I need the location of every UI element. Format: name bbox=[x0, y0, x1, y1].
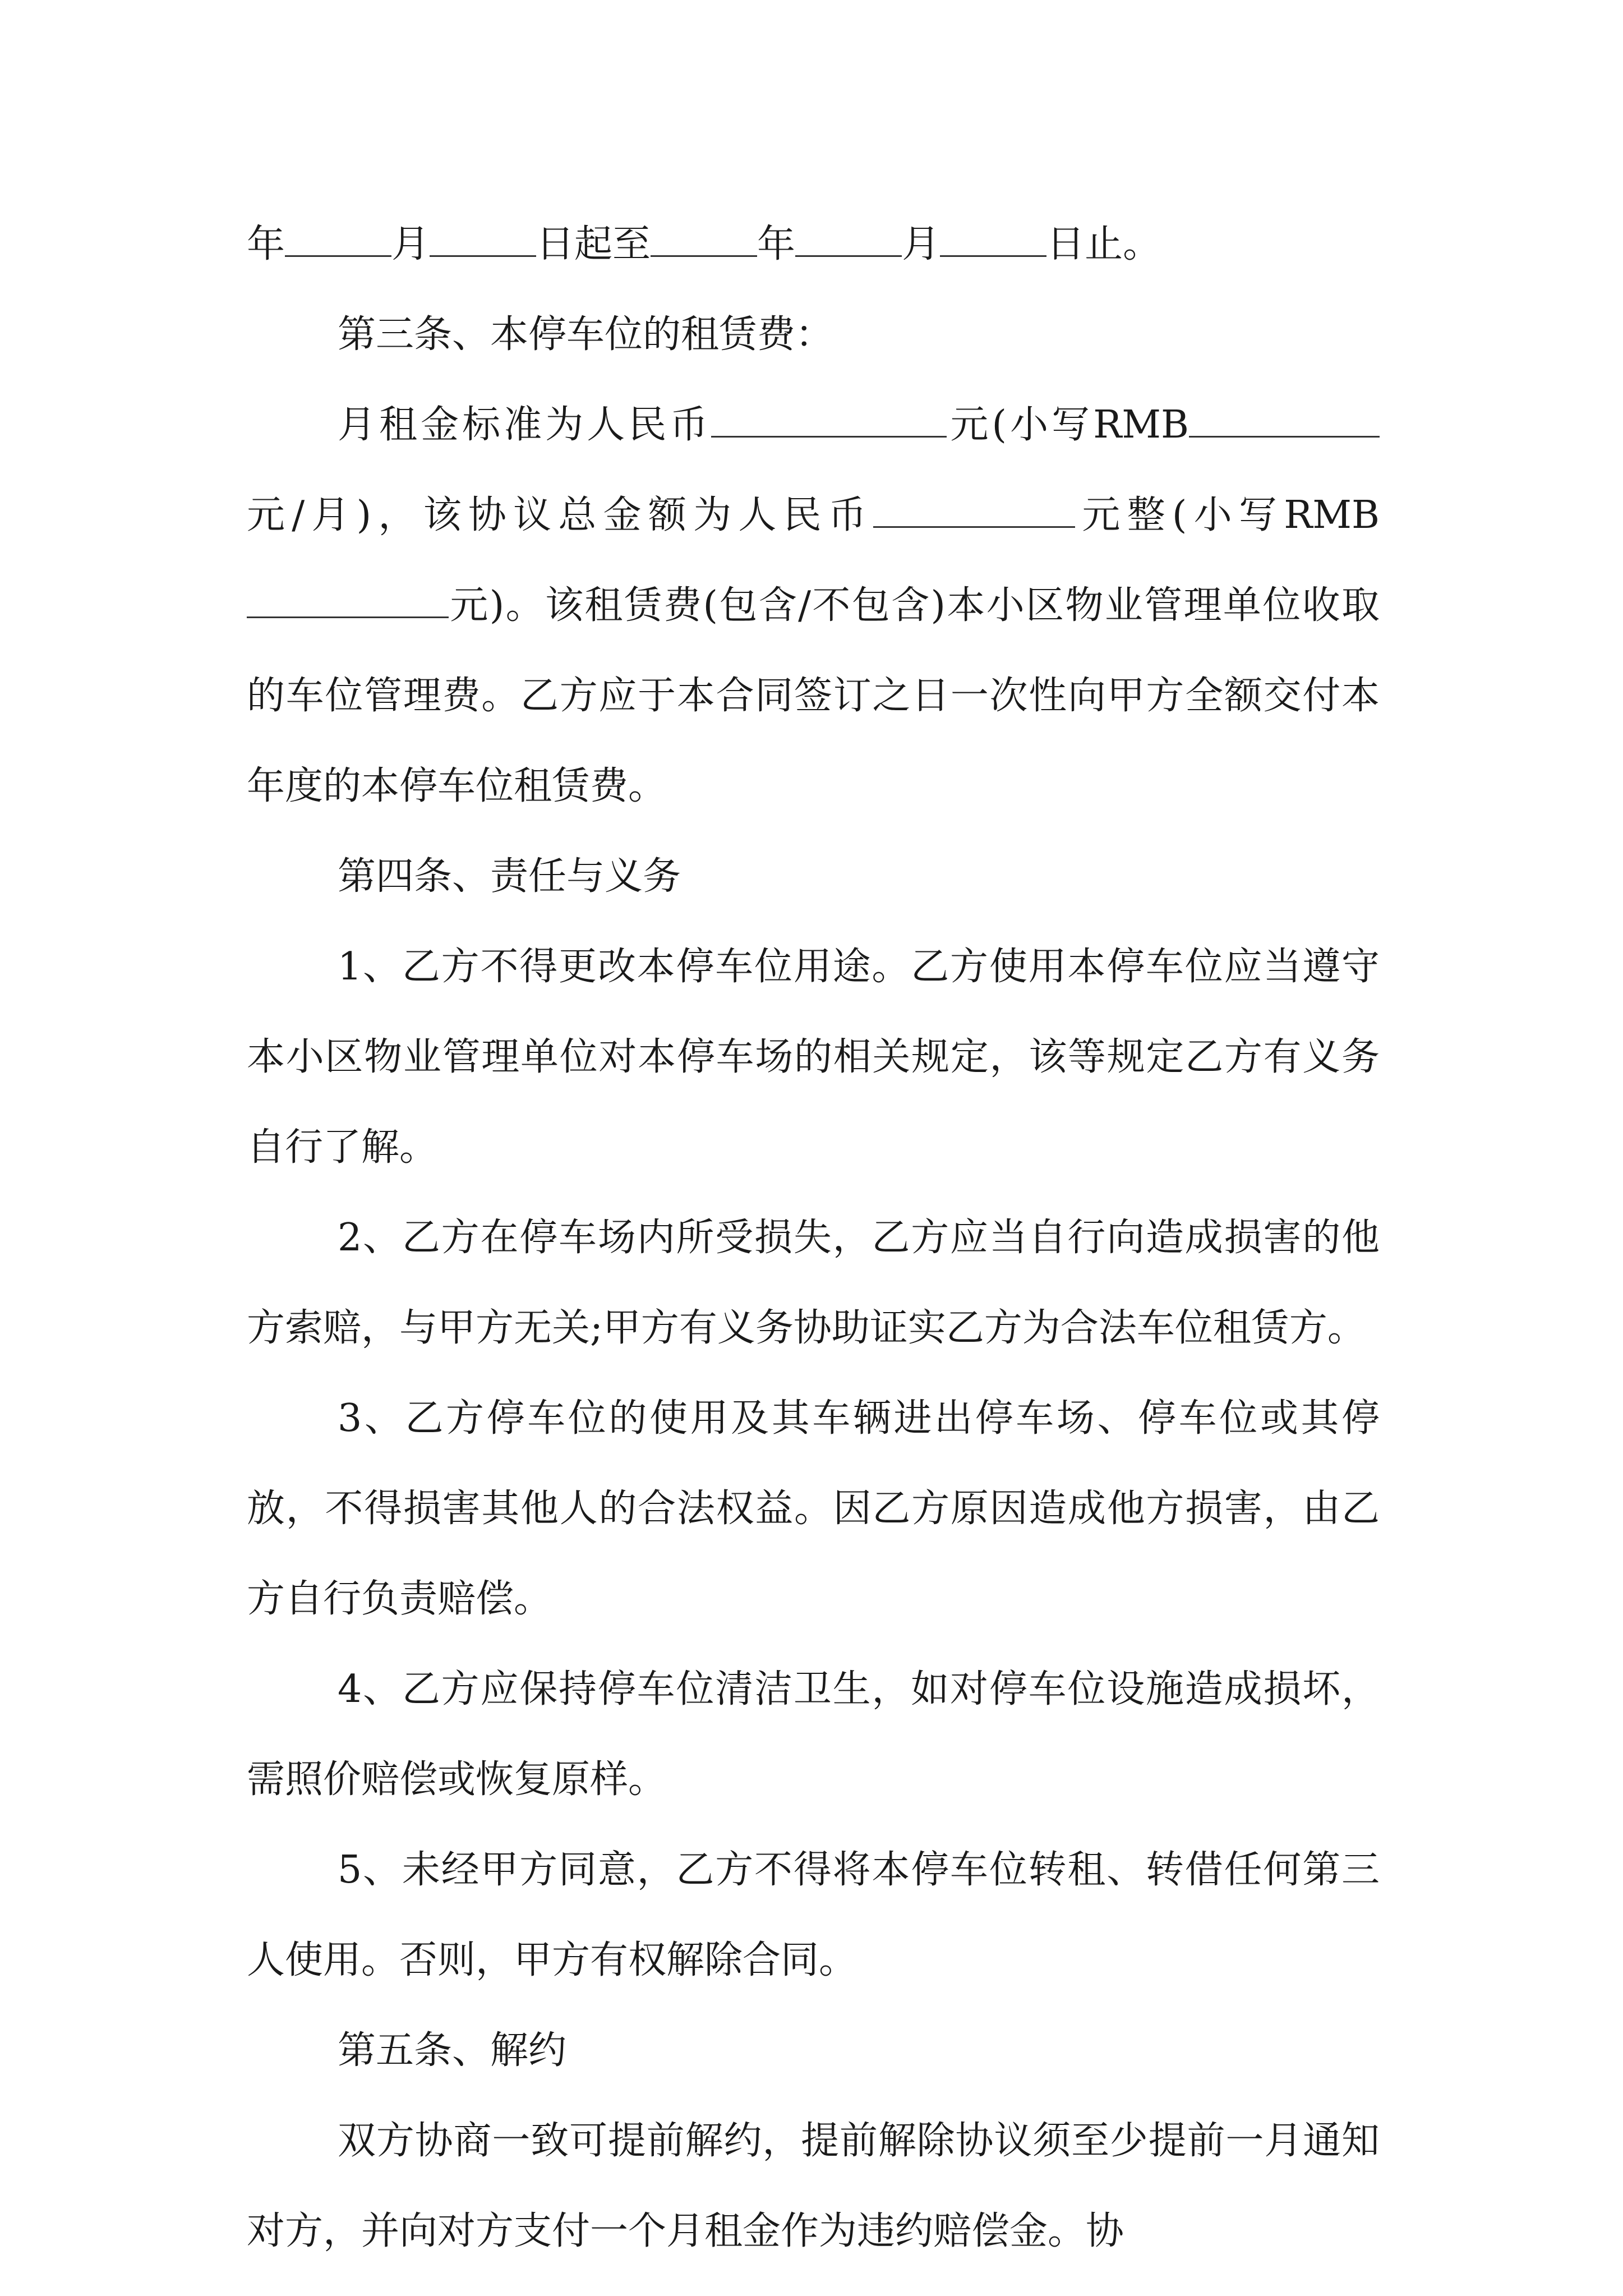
article5-heading: 第五条、解约 bbox=[338, 2028, 567, 2073]
article4-item-5: 5、未经甲方同意，乙方不得将本停车位转租、转借任何第三人使用。否则，甲方有权解除合同。 bbox=[247, 1848, 1380, 1982]
rent-text-4: 元整(小写RMB bbox=[1075, 493, 1380, 537]
article4-item-3: 3、乙方停车位的使用及其车辆进出停车场、停车位或其停放，不得损害其他人的合法权益。因乙方原因造成他方损害，由乙方自行负责赔偿。 bbox=[247, 1396, 1380, 1621]
blank-field bbox=[1189, 401, 1380, 438]
blank-field bbox=[711, 401, 947, 438]
text-year: 年 bbox=[247, 222, 285, 266]
blank-field bbox=[873, 491, 1075, 528]
article5-body: 双方协商一致可提前解约，提前解除协议须至少提前一月通知对方，并向对方支付一个月租金作为违约赔偿金。协 bbox=[247, 2119, 1380, 2253]
article4-item-4: 4、乙方应保持停车位清洁卫生，如对停车位设施造成损坏，需照价赔偿或恢复原样。 bbox=[247, 1667, 1380, 1802]
rent-text-2: 元(小写RMB bbox=[947, 403, 1189, 447]
article4-heading: 第四条、责任与义务 bbox=[338, 854, 681, 899]
text-month: 月 bbox=[391, 222, 430, 266]
text-month: 月 bbox=[902, 222, 940, 266]
article4-item-1: 1、乙方不得更改本停车位用途。乙方使用本停车位应当遵守本小区物业管理单位对本停车场的相关规定，该等规定乙方有义务自行了解。 bbox=[247, 945, 1380, 1170]
text-year: 年 bbox=[757, 222, 796, 266]
article4-item-2: 2、乙方在停车场内所受损失，乙方应当自行向造成损害的他方索赔，与甲方无关;甲方有义务协助证实乙方为合法车位租赁方。 bbox=[247, 1216, 1380, 1350]
blank-field bbox=[651, 220, 757, 257]
blank-field bbox=[247, 582, 449, 618]
rent-text-1: 月租金标准为人民币 bbox=[338, 403, 712, 447]
blank-field bbox=[940, 220, 1046, 257]
rent-text-3: 元/月)，该协议总金额为人民币 bbox=[247, 493, 874, 537]
lease-term-line bbox=[247, 199, 1380, 289]
article3-heading: 第三条、本停车位的租赁费： bbox=[338, 312, 834, 357]
text-day-to: 日止。 bbox=[1046, 222, 1161, 266]
blank-field bbox=[430, 220, 536, 257]
text-day-from: 日起至 bbox=[536, 222, 651, 266]
rent-text-5: 元)。该租赁费(包含/不包含)本小区物业管理单位收取的车位管理费。乙方应于本合同签订之日一次性向甲方全额交付本年度的本停车位租赁费。 bbox=[247, 583, 1380, 808]
article3-body bbox=[247, 380, 1380, 831]
blank-field bbox=[795, 220, 902, 257]
blank-field bbox=[285, 220, 391, 257]
document-body bbox=[247, 199, 1380, 2276]
